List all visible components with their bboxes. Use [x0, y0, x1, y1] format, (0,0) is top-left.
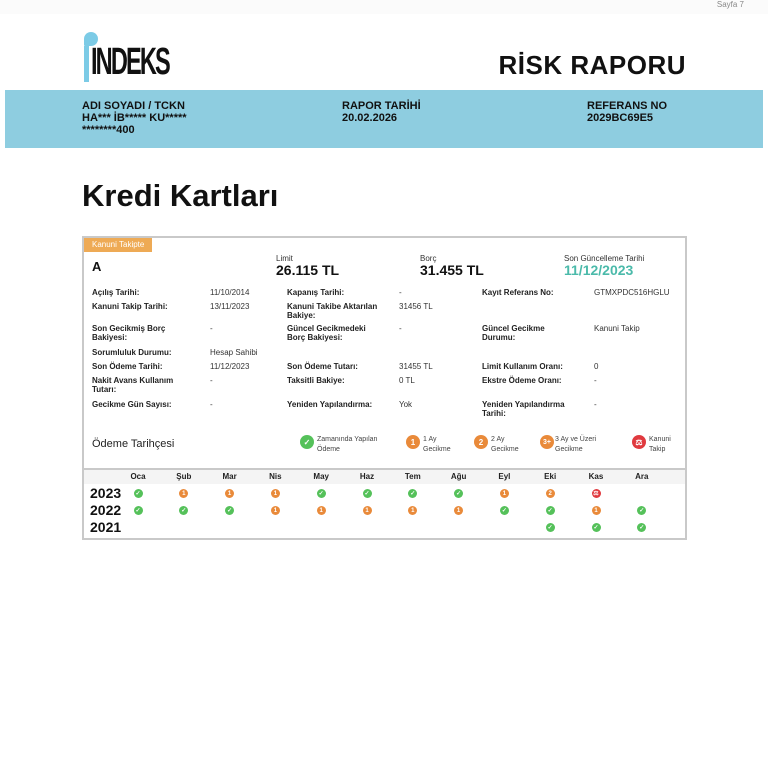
- field-value: -: [210, 400, 213, 409]
- logo-f-stem: [84, 46, 89, 82]
- month-header: Haz: [359, 472, 375, 481]
- field-value: -: [594, 376, 597, 385]
- field-value: GTMXPDC516HGLU: [594, 288, 670, 297]
- field-label: Güncel Gecikmedeki Borç Bakiyesi:: [287, 324, 366, 342]
- last-update-value: 11/12/2023: [564, 262, 634, 278]
- delay-1-icon: 1: [406, 435, 420, 449]
- legend-on-time: [300, 435, 377, 455]
- legend-label: 2 Ay Gecikme: [491, 436, 519, 453]
- legend-label: 1 Ay Gecikme: [423, 436, 451, 453]
- last-update-label: Son Güncelleme Tarihi: [564, 254, 645, 263]
- delay-1-icon: 1: [454, 506, 463, 515]
- reference-value: 2029BC69E5: [587, 112, 654, 124]
- field-value: 31455 TL: [399, 362, 433, 371]
- field-label: Açılış Tarihi:: [92, 288, 140, 297]
- on-time-icon: ✓: [181, 508, 187, 514]
- field-label: Yeniden Yapılandırma Tarihi:: [482, 400, 565, 418]
- on-time-icon: ✓: [364, 491, 370, 497]
- delay-1-icon: 1: [179, 489, 188, 498]
- customer-info: [82, 100, 187, 136]
- check-icon: ✓: [300, 435, 314, 449]
- month-header: Eki: [544, 472, 557, 481]
- delay-1-icon: 1: [500, 489, 509, 498]
- reference-info: [587, 100, 667, 124]
- on-time-icon: ✓: [593, 525, 599, 531]
- delay-1-icon: 1: [363, 506, 372, 515]
- month-header: Mar: [222, 472, 237, 481]
- month-header: Ağu: [450, 472, 467, 481]
- legend-label: Kanuni Takip: [649, 436, 671, 453]
- months-header: [84, 470, 685, 484]
- on-time-icon: ✓: [227, 508, 233, 514]
- field-label: Son Gecikmiş Borç Bakiyesi:: [92, 324, 166, 342]
- on-time-icon: ✓: [639, 508, 645, 514]
- debt-label: Borç: [420, 254, 437, 263]
- page-number: Sayfa 7: [716, 0, 744, 9]
- delay-1-icon: 1: [271, 506, 280, 515]
- delay-2-icon: 2: [546, 489, 555, 498]
- field-value: Hesap Sahibi: [210, 348, 258, 357]
- logo-wordmark: INDEKS: [91, 41, 169, 83]
- field-label: Kanuni Takip Tarihi:: [92, 302, 168, 311]
- report-date-value: 20.02.2026: [342, 112, 398, 124]
- credit-card-record: [82, 236, 687, 540]
- field-value: 13/11/2023: [210, 302, 250, 311]
- report-title: RİSK RAPORU: [498, 50, 686, 80]
- field-value: -: [399, 288, 402, 297]
- reference-label: REFERANS NO: [587, 100, 668, 112]
- delay-1-icon: 1: [408, 506, 417, 515]
- delay-2-icon: 2: [474, 435, 488, 449]
- legend-1-month-delay: [406, 435, 451, 455]
- legend-label: 3 Ay ve Üzeri Gecikme: [555, 436, 597, 453]
- on-time-icon: ✓: [639, 525, 645, 531]
- field-value: -: [210, 376, 213, 385]
- field-value: Yok: [399, 400, 413, 409]
- field-label: Gecikme Gün Sayısı:: [92, 400, 172, 409]
- month-header: Eyl: [498, 472, 511, 481]
- field-label: Güncel Gecikme Durumu:: [482, 324, 545, 342]
- field-label: Taksitli Bakiye:: [287, 376, 345, 385]
- name-label: ADI SOYADI / TCKN: [82, 100, 185, 112]
- viewer-top-bar: [0, 0, 768, 14]
- field-value: 11/12/2023: [210, 362, 250, 371]
- month-header: Oca: [130, 472, 146, 481]
- card-code: A: [92, 259, 102, 274]
- field-label: Nakit Avans Kullanım Tutarı:: [92, 376, 174, 394]
- payment-history-title: Ödeme Tarihçesi: [92, 438, 175, 450]
- field-value: -: [210, 324, 213, 333]
- field-label: Kanuni Takibe Aktarılan Bakiye:: [287, 302, 378, 320]
- on-time-icon: ✓: [547, 508, 553, 514]
- month-header: Kas: [588, 472, 604, 481]
- field-label: Kayıt Referans No:: [482, 288, 554, 297]
- limit-label: Limit: [276, 254, 293, 263]
- legend-2-month-delay: [474, 435, 519, 455]
- field-value: -: [594, 400, 597, 409]
- month-header: Ara: [635, 472, 649, 481]
- year-label: 2023: [90, 485, 122, 501]
- limit-summary: [276, 254, 339, 278]
- field-label: Sorumluluk Durumu:: [92, 348, 172, 357]
- tckn-value: ********400: [82, 124, 135, 136]
- on-time-icon: ✓: [410, 491, 416, 497]
- field-label: Son Ödeme Tarihi:: [92, 362, 163, 371]
- delay-3plus-icon: 3+: [540, 435, 554, 449]
- findeks-logo: [82, 30, 169, 88]
- on-time-icon: ✓: [318, 491, 324, 497]
- field-label: Yeniden Yapılandırma:: [287, 400, 373, 409]
- year-label: 2022: [90, 502, 122, 518]
- legend-legal-followup: [632, 435, 671, 455]
- year-label: 2021: [90, 519, 122, 535]
- field-label: Son Ödeme Tutarı:: [287, 362, 358, 371]
- on-time-icon: ✓: [456, 491, 462, 497]
- field-value: 11/10/2014: [210, 288, 250, 297]
- legend-3plus-month-delay: [540, 435, 596, 455]
- section-title: Kredi Kartları: [82, 178, 279, 213]
- delay-1-icon: 1: [317, 506, 326, 515]
- field-value: 0 TL: [399, 376, 415, 385]
- field-label: Ekstre Ödeme Oranı:: [482, 376, 562, 385]
- delay-1-icon: 1: [225, 489, 234, 498]
- gavel-icon: ⚖: [632, 435, 646, 449]
- month-header: Nis: [269, 472, 282, 481]
- report-info-band: [5, 90, 763, 148]
- month-header: May: [313, 472, 329, 481]
- name-value: HA*** İB***** KU*****: [82, 112, 187, 124]
- field-label: Kapanış Tarihi:: [287, 288, 345, 297]
- report-date-label: RAPOR TARİHİ: [342, 100, 421, 112]
- field-label: Limit Kullanım Oranı:: [482, 362, 563, 371]
- debt-value: 31.455 TL: [420, 262, 484, 278]
- debt-summary: [420, 254, 484, 278]
- limit-value: 26.115 TL: [276, 262, 340, 278]
- delay-1-icon: 1: [592, 506, 601, 515]
- month-header: Şub: [176, 472, 192, 481]
- month-header: Tem: [404, 472, 421, 481]
- status-badge: Kanuni Takipte: [84, 238, 152, 252]
- field-value: 31456 TL: [399, 302, 433, 311]
- on-time-icon: ✓: [547, 525, 553, 531]
- payment-history-grid: [84, 468, 685, 538]
- payment-history-header: [84, 426, 685, 468]
- field-value: Kanuni Takip: [594, 324, 640, 333]
- on-time-icon: ✓: [135, 491, 141, 497]
- delay-1-icon: 1: [271, 489, 280, 498]
- on-time-icon: ✓: [135, 508, 141, 514]
- legend-label: Zamanında Yapılan Ödeme: [317, 436, 378, 453]
- report-date-info: [342, 100, 421, 124]
- field-value: -: [399, 324, 402, 333]
- legal-followup-icon: ⚖: [593, 491, 599, 497]
- last-update-summary: [564, 254, 644, 278]
- field-value: 0: [594, 362, 599, 371]
- on-time-icon: ✓: [501, 508, 507, 514]
